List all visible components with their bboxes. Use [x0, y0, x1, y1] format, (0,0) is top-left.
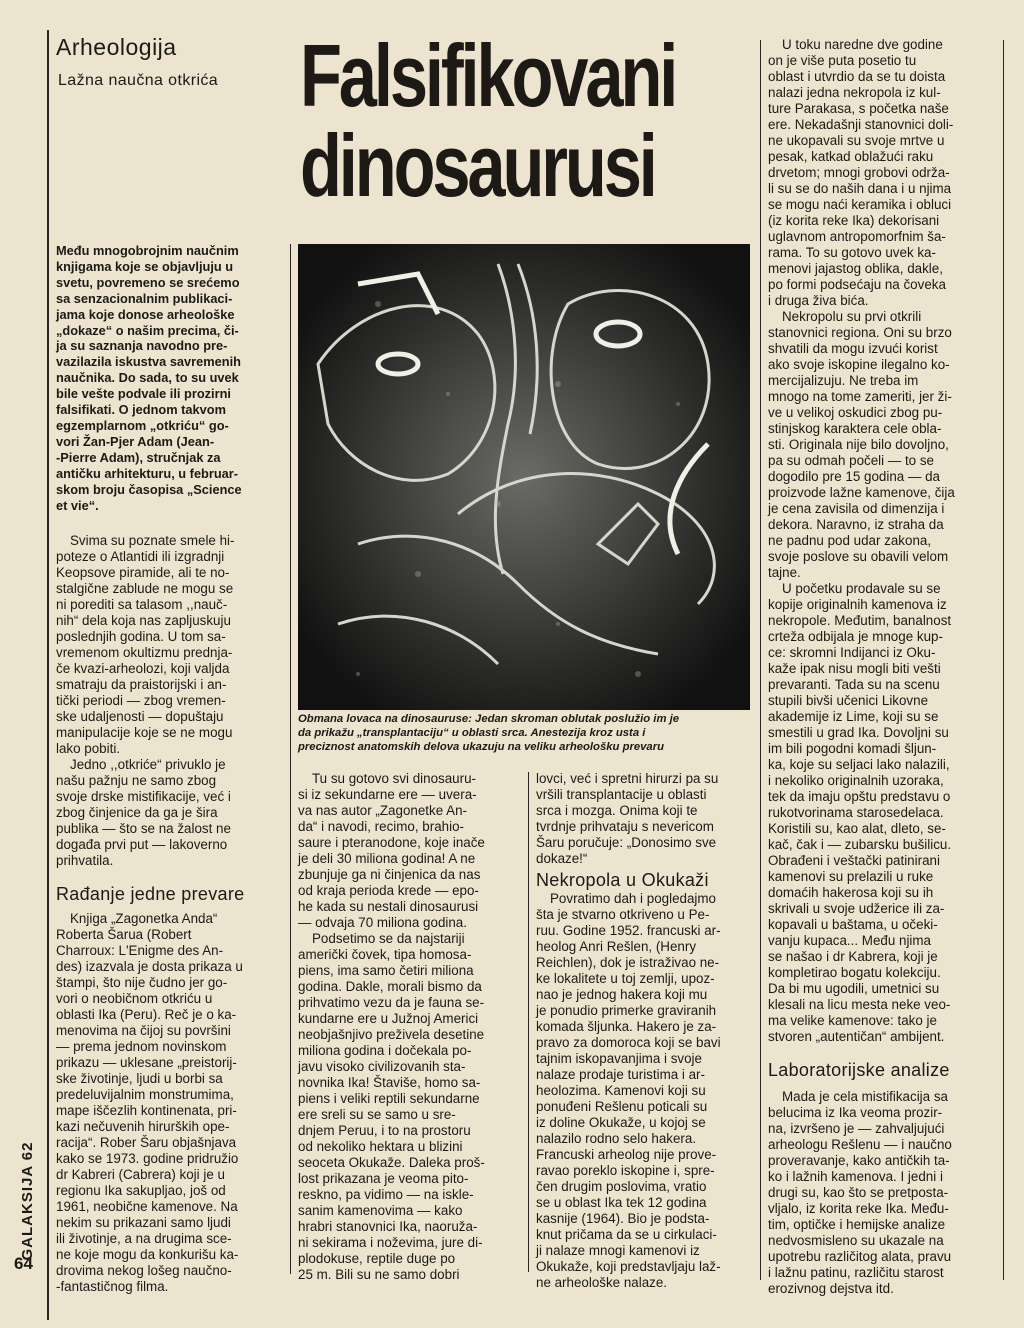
col1-paragraph-3: Knjiga „Zagonetka Anda“ Roberta Šarua (Robert Charroux: L'Enigme des An- des) izazvala je dosta prikaza u štampi, što nije čudno jer go- vori o neobičnom otkriću u oblasti Ika (Peru). Reč je o ka- menovima na čijoj su površini — prema jednom novinskom prikazu — uklesane „preistorij- ske životinje, ljudi u borbi sa predeluvijalnim monstrumima, mape iščezlih kontinenata, pri- kazi nečuvenih hirurških ope- racija“. Rober Šaru objašnjava kako se 1973. godine pridružio dr Kabreri (Cabrera) koji je u regionu Ika sakupljao, još od 1961, neobične kamenove. Na nekim su prikazani samo ljudi ili životinje, a na drugima sce- ne koje mogu da konkurišu ka- drovima nekog lošeg naučno- -fantastičnog filma. — [56, 911, 243, 1294]
right-margin-rule — [1003, 40, 1004, 1280]
column-rule-1 — [290, 244, 291, 1274]
col1-subheading: Rađanje jedne prevare — [56, 884, 245, 904]
engraved-stone-photo — [298, 244, 750, 710]
col4-paragraph-2: Nekropolu su prvi otkrili stanovnici regiona. Oni su brzo shvatili da mogu izvući korist ako svoje iskopine ilegalno ko- mercijalizuju. Ne treba im mnogo na tome zameriti, jer ži- ve u velikoj oskudici zbog pu- stinjskog karaktera cele obla- sti. Originala nije bilo dovoljno, pa su odmah počeli — to se dogodilo pre 15 godina — da proizvode lažne kamenove, čija je cena zavisila od dimenzija i dekora. Naravno, iz straha da ne padnu pod udar zakona, svoje poslove su obavili velom tajne. — [768, 309, 955, 580]
col1-paragraph-1: Svima su poznate smele hi- poteze o Atlantidi ili izgradnji Keopsove piramide, ali te no- stalgične zablude ne mogu se ni porediti sa talasom ,,nauč- nih“ dela koja nas zapljuskuju poslednjih godina. U tom sa- vremenom okultizmu prednja- če kvazi-arheolozi, koji valjda smatraju da praistorijski i an- tički periodi — zbog vremen- ske udaljenosti — dopuštaju manipulacije koje se ne mogu lako pobiti. — [56, 533, 235, 756]
col4-paragraph-3: U početku prodavale su se kopije originalnih kamenova iz nekropole. Međutim, banalnost crteža odbijala je mnoge kup- ce: skromni Indijanci iz Oku- kaže ipak nisu mogli biti vešti prevaranti. Tada su na scenu stupili bivši učenici Likovne akademije iz Lime, koji su se smestili u grad Ika. Dovoljni su im bili pogodni komadi šljun- ka, koje su seljaci lako nalazili, i nekoliko originalnih uzoraka, tek da imaju opštu predstavu o rukotvorinama starosedelaca. Koristili su, kao alat, dleto, se- kač, čak i — zubarsku bušilicu. Obrađeni i veštački patinirani kamenovi su prelazili u ruke domaćih hakerosa koji su ih skrivali u svoje udžerice ili za- kopavali u baštama, u očeki- vanju kupaca... Među njima se našao i dr Kabrera, koji je kompletirao bogatu kolekciju. Da bi mu ugodili, umetnici su klesali na licu mesta nekе veo- ma velike kamenove: tako je stvoren „autentičan“ ambijent. — [768, 581, 952, 1044]
section-subtitle: Lažna naučna otkrića — [58, 72, 219, 89]
column-rule-3 — [760, 40, 761, 1280]
col4-subheading: Laboratorijske analize — [768, 1060, 950, 1080]
left-margin-rule — [47, 30, 49, 1320]
col3-subheading: Nekropola u Okukaži — [536, 870, 709, 890]
magazine-issue-label: GALAKSIJA 62 — [19, 1141, 36, 1261]
photo-caption: Obmana lovaca na dinosauruse: Jedan skroman oblutak poslužio im je da prikažu „transplantaciju“ u oblasti srca. Anestezija kroz usta i preciznost anatomskih delova ukazuju na veliku arheološku prevaru — [298, 713, 680, 753]
headline-line-1: Falsifikovani — [300, 26, 676, 125]
col4-paragraph-4: Mada je cela mistifikacija sa belucima iz Ika veoma prozir- na, izvršeno je — zahvaljujući arheologu Rešlenu — i naučno proveravanje, kako antičkih ta- ko i lažnih kamenova. I jedni i drugi su, kao što se pretposta- vljalo, iz korita reke Ika. Među- tim, optičke i hemijske analize nedvosmisleno su ukazale na upotrebu različitog alata, pravu i lažnu patinu, različitu starost erozivnog dejstva itd. — [768, 1089, 952, 1296]
column-rule-2 — [528, 772, 529, 1272]
lead-paragraph: Među mnogobrojnim naučnim knjigama koje se objavljuju u svetu, povremeno se srećemo sa senzacionalnim publikaci- jama koje donose arheološke „dokaze“ o našim precima, či- ja su saznanja navodno pre- vazilazila iskustva savremenih naučnika. Do sada, to su uvek bile vešte podvale ili prozirni falsifikati. O jednom takvom egzemplarnom „otkriću“ go- vori Žan-Pjer Adam (Jean- -Pierre Adam), stručnjak za antičku arhitekturu, u februar- skom broju časopisa „Science et vie“. — [56, 243, 242, 513]
page-number: 64 — [14, 1254, 33, 1273]
section-title: Arheologija — [56, 34, 177, 60]
col3-paragraph-2: Povratimo dah i pogledajmo šta je stvarno otkriveno u Pe- ruu. Godine 1952. francuski ar- heolog Anri Rešlen, (Henry Reichlen), dok je istraživao ne- ke lokalitete u toj zemlji, upoz- nao je jednog hakera koji mu je ponudio primerke graviranih komada šljunka. Hakero je za- pravo za domoroca koji se bavi tajnim iskopavanjima i svoje nalaze prodaje turistima i ar- heolozima. Kamenovi koji su ponuđeni Rešlenu poticali su iz doline Okukaže, u kojoj se nalazilo rodno selo hakera. Francuski arheolog nije prove- ravao poreklo iskopine i, spre- čen drugim poslovima, vratio se u oblast Ika tek 12 godina kasnije (1964). Bio je podsta- knut pričama da se u cirkulaci- ji nalaze mnogi kamenovi iz Okukaže, koji predstavljaju laž- ne arheološke nalaze. — [536, 891, 721, 1290]
engraved-stone-drawing — [298, 244, 750, 710]
col3-paragraph-1: lovci, već i spretni hirurzi pa su vršili transplantacije u oblasti srca i mozga. Onima koji te tvrdnje prihvataju s nevericom Šaru poručuje: „Donosimo sve dokaze!“ — [536, 771, 719, 866]
headline-line-2: dinosaurusi — [300, 116, 655, 215]
col2-paragraph-1: Tu su gotovo svi dinosauru- si iz sekundarne ere — uvera- va nas autor „Zagonetke An- da“ i navodi, recimo, brahio- saure i pteranodone, koje inače je deli 30 miliona godina! A ne zbunjuje ga ni činjenica da nas od kraja perioda krede — epo- he kada su nestali dinosaurusi — odvaja 70 miliona godina. — [298, 771, 485, 930]
col1-paragraph-2: Jedno ,,otkriće“ privuklo je našu pažnju ne samo zbog svoje drske mistifikacije, već i zbog činjenice da ga je šira publika — što se na žalost ne događa prvi put — lakoverno prihvatila. — [56, 757, 231, 868]
col4-paragraph-1: U toku naredne dve godine on je više puta posetio tu oblast i utvrdio da se tu doista nalazi jedna nekropola iz kul- ture Parakasa, s početka naše ere. Nekadašnji stanovnici doli- ne ukopavali su svoje mrtve u pesak, katkad oblažući raku drvetom; mnogi grobovi održa- li su se do naših dana i u njima se mogu naći keramika i obluci (iz korita reke Ika) dekorisani uglavnom antropomorfnim ša- rama. To su gotovo uvek ka- menovi jajastog oblika, dakle, po formi podsećaju na čoveka i druga živa bića. — [768, 37, 954, 308]
col2-paragraph-2: Podsetimo se da najstariji američki čovek, tipa homosa- piens, ima samo četiri miliona godina. Dakle, morali bismo da prihvatimo vezu da je fauna se- kundarne ere u Južnoj Americi neobjašnjivo preživela desetine miliona godina i dočekala po- javu visoko civilizovanih sta- novnika Ika! Štaviše, homo sa- piens i veliki reptili sekundarne ere sreli su se samo u sre- dnjem Peruu, i to na prostoru od nekoliko hektara u blizini seoceta Okukaže. Daleka proš- lost prikazana je veoma pito- reskno, pa vidimo — na iskle- sanim kamenovima — kako hrabri stanovnici Ika, naoruža- ni sekirama i noževima, jure di- plodokuse, reptile duge po 25 m. Bili su ne samo dobri — [298, 931, 485, 1282]
